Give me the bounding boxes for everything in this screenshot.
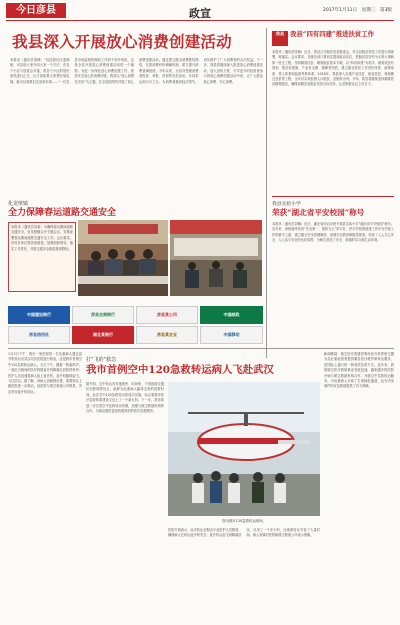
bottom-feature: [8, 352, 394, 620]
bottom-feature-col1: 1月3日下午，我市一家医院将一名危重病人通过直升机转运至武汉同济医院进行救治，这是我市首例空中120急救转运病人。当天下午，随着一阵轰鸣声，一架红白相间的医疗救援直升机降落在医院停机坪。医护人员迅速将病人抬上直升机，直升机随即起飞，飞往武汉。据了解，该病人因病情危重，需要转往上级医院进一步救治，经医院与航空救援公司联系，决定采用直升机转运。: [8, 352, 82, 394]
section-title: 政宣: [189, 7, 211, 20]
helicopter-photo-image: [168, 382, 320, 516]
ad-7-text: 彦县某农业: [157, 332, 177, 337]
left-box-body: 本报讯（通讯员刘某）为确保春运期间道路交通安全，化龙壁镇召开专题会议，安排部署春运期间道路交通安全工作。会议要求，各村各单位要高度重视，加强组织领导，落实工作责任，开展交通安全隐患排查整治。: [11, 225, 73, 251]
ad-8[interactable]: [200, 326, 263, 344]
ad-3-text: 彦县某公司: [157, 312, 177, 317]
helicopter-photo: [168, 382, 320, 516]
right-article-1-headline: 我县“四有四建”推进扶贫工作: [290, 30, 375, 38]
left-box-article: [8, 200, 263, 300]
ad-1[interactable]: [8, 306, 70, 324]
issue-date: 2017年1月11日: [322, 8, 358, 13]
main-article: [10, 58, 263, 196]
ad-6-text: 湖北某银行: [93, 332, 113, 337]
column-divider: [266, 28, 267, 358]
main-article-body: 本报讯（通讯员周博）“包括我们区委调研，可以给大家介绍大家一个方法，在各个小区与居委会对接，将各个小区的居民意见进行汇总，比方说如果大家想安装电梯，就可以到我们这里来申请……”一位在县市场监督管理局工作的干部介绍说，这是全县开展放心消费创建活动的一个缩影。为进一步深化放心消费创建工作，营造安全放心的消费环境，我县以“放心消费在彦县”为主题，在全县范围内开展了放心消费创建活动，通过建立健全消费维权网络，完善消费纠纷调解机制，着力提升消费者满意度。今年以来，全县共受理消费者投诉、举报、咨询等各类诉求，办结率达到百分之百，为消费者挽回经济损失，切实维护了广大消费者的合法权益。下一步，我县将继续深入推进放心消费创建活动，加大宣传力度，引导更多的经营者参与到放心消费创建活动中来，让广大群众放心消费、安心消费。: [10, 58, 263, 84]
bottom-section-rule: [8, 348, 394, 349]
right-article-2-rule: [272, 196, 394, 197]
bottom-feature-col2: 据介绍，空中转运具有速度快、时间短、不受地面交通状况影响等优点，能够为危重病人赢得宝贵的抢救时间。此次空中120急救转运的成功实施，标志着我市医疗急救体系建设又迈上了一个新台阶。下一步，我市将进一步完善空中急救转运机制，加强与航空救援机构的合作，为群众提供更加快捷高效的医疗急救服务。: [86, 382, 164, 414]
masthead: [0, 0, 400, 24]
ad-2-text: 彦县农商银行: [91, 312, 115, 317]
main-headline: 我县深入开展放心消费创建活动: [12, 32, 232, 51]
left-box-body-frame: [8, 222, 76, 292]
meeting-photo: [78, 220, 168, 296]
ad-2[interactable]: [72, 306, 134, 324]
issue-weekday: 星期三: [361, 8, 376, 13]
masthead-meta: [323, 7, 392, 13]
ad-1-text: 中国建设银行: [27, 312, 51, 317]
ad-3[interactable]: [136, 306, 198, 324]
helicopter-photo-caption: 图为我市120急救转运现场。: [222, 519, 266, 523]
bottom-feature-kicker: 打“飞的”救急: [86, 357, 117, 363]
ad-6[interactable]: [72, 326, 134, 344]
masthead-logo: [6, 3, 66, 18]
ad-8-text: 中国移动: [223, 332, 240, 337]
page-number: 第3版: [379, 8, 392, 13]
right-article-1-body: 本报讯（通讯员张晓）近日，我县召开脱贫攻坚推进会，对全县脱贫攻坚工作进行再部署、再落实。会议要求，各级各部门要切实提高政治站位，把脱贫攻坚作为头等大事和第一民生工程，坚持精准扶贫、精准脱贫基本方略，以“四有四建”为抓手，做到扶贫有规划、帮扶有措施、产业有支撑、保障有兜底，建立健全扶贫工作责任体系、政策体系、投入体系和监督考核体系。2016年，我县深入实施产业扶贫、就业扶贫、易地搬迁扶贫等工程，全年共实现贫困人口脱贫，贫困村出列。今年，我县将继续坚持精准扶贫精准脱贫，确保如期完成脱贫攻坚目标任务，让贫困群众过上好日子。: [272, 50, 394, 87]
bottom-right-body: 新闻链接：航空医疗救援是利用直升机等航空器为急危重症患者提供紧急医疗救护和转运服务，是国际上通行的一种高效急救方式。近年来，我国航空医疗救援事业发展迅速，越来越多的医院开始与航空救援机构合作，开展空中急救转运服务，为危重病人开辟了生命绿色通道，也为突发事件的应急救援提供了有力保障。: [324, 352, 394, 389]
ad-7[interactable]: [136, 326, 198, 344]
ads-strip: [8, 306, 263, 344]
right-article-2-body: 本报讯（通讯员刘琳）近日，湖北省综治办授予我县实验小学“湖北省平安校园”称号。近年来，该校始终坚持“安全第一、预防为主”的方针，把平安校园创建工作作为学校工作的重中之重，建立健全安全管理制度，加强安全教育和隐患排查，形成了人人关心安全、人人参与安全的良好氛围，为师生营造了安全、和谐的学习和生活环境。: [272, 222, 394, 243]
logo-text: 今日彦县: [16, 5, 56, 16]
bottom-feature-col3: 医院方面表示，此次转运全程由专业医护人员陪同，确保病人在转运途中的安全。直升机从起飞到降落武汉，仅用了一个多小时，比地面转运节省了大量时间。病人家属对医院和航空救援公司表示感谢。: [168, 528, 320, 538]
right-article-2-headline: 荣获“湖北省平安校园”称号: [272, 208, 365, 217]
right-article-1: [272, 30, 394, 190]
ad-4[interactable]: [200, 306, 263, 324]
bottom-feature-headline: 我市首例空中120急救转运病人飞赴武汉: [86, 364, 274, 376]
ad-5[interactable]: [8, 326, 70, 344]
ad-4-text: 中国邮政: [223, 312, 240, 317]
hall-photo: [170, 220, 262, 296]
left-box-kicker: 化龙壁镇: [8, 201, 29, 207]
ad-5-text: 彦县信用社: [29, 332, 49, 337]
right-article-2: [272, 196, 394, 336]
left-box-headline: 全力保障春运道路交通安全: [8, 208, 117, 218]
meeting-photo-image: [78, 220, 168, 296]
right-article-2-kicker: 我县实验小学: [272, 202, 301, 207]
hall-photo-image: [170, 220, 262, 296]
right-article-1-kicker-bar: 我县: [272, 31, 288, 46]
masthead-rule: [6, 20, 394, 21]
